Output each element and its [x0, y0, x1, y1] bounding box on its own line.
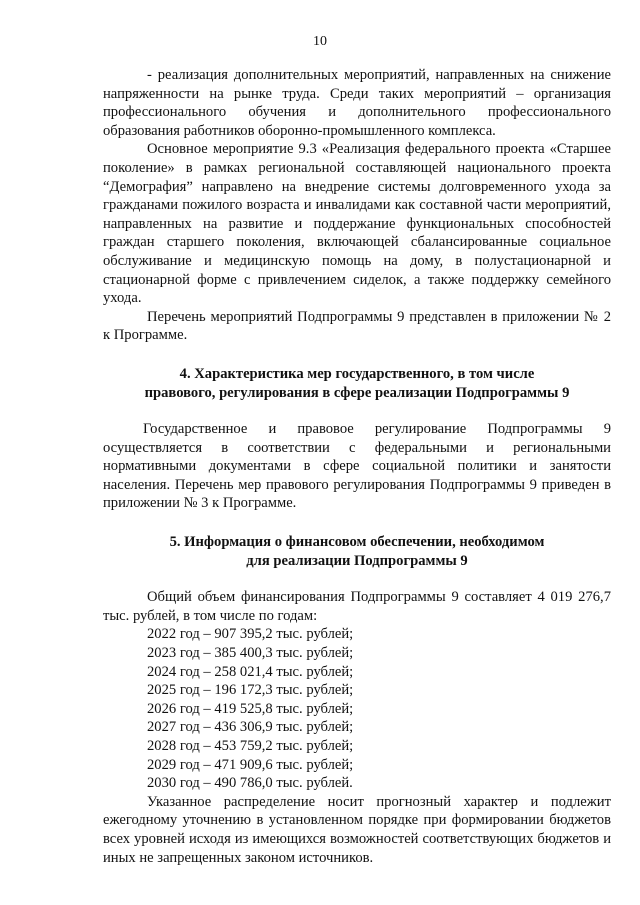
section-5-intro: Общий объем финансирования Подпрограммы 9 составляет 4 019 276,7 тыс. рублей, в том числе по годам: — [103, 589, 611, 624]
funding-year-item: 2026 год – 419 525,8 тыс. рублей; — [147, 700, 354, 717]
paragraph-measures-list: Перечень мероприятий Подпрограммы 9 представлен в приложении № 2 к Программе. — [103, 308, 611, 344]
funding-year-item: 2022 год – 907 395,2 тыс. рублей; — [147, 626, 354, 643]
funding-by-year-list — [103, 625, 611, 792]
section-4-paragraph: Государственное и правовое регулирование Подпрограммы 9 осуществляется в соответствии с федеральными и региональными нормативными документами в сфере социальной политики и занятости населения. Перечень мер правового регулирования Подпрограммы 9 приведен в приложении № 3 к Программе. — [103, 421, 611, 512]
section-4-heading-line-2: правового, регулирования в сфере реализации Подпрограммы 9 — [144, 384, 570, 401]
page-number: 10 — [313, 34, 327, 49]
paragraph-main-measure-9-3: Основное мероприятие 9.3 «Реализация федерального проекта «Старшее поколение» в рамках региональной составляющей национального проекта “Демография” направлено на внедрение системы долговременного ухода за гражданами пожилого возраста и инвалидами как составной части мероприятий, направленных на развитие и поддержание функциональных способностей граждан старшего поколения, включающей сбалансированные социальное обслуживание и медицинскую помощь на дому, в полустационарной и стационарной форме с привлечением сиделок, а также поддержку семейного ухода. — [103, 141, 611, 307]
document-body — [103, 66, 611, 867]
section-5-heading-line-2: для реализации Подпрограммы 9 — [246, 552, 468, 569]
paragraph-labor-measures: - реализация дополнительных мероприятий, направленных на снижение напряженности на рынке труда. Среди таких мероприятий – организация профессионального обучения и дополнительного профессионального образования работников оборонно-промышленного комплекса. — [103, 67, 611, 139]
section-5-heading-line-1: 5. Информация о финансовом обеспечении, необходимом — [169, 534, 545, 551]
funding-year-item: 2028 год – 453 759,2 тыс. рублей; — [147, 738, 354, 754]
funding-year-item: 2027 год – 436 306,9 тыс. рублей; — [147, 719, 354, 736]
funding-year-item: 2025 год – 196 172,3 тыс. рублей; — [147, 682, 354, 699]
funding-year-item: 2023 год – 385 400,3 тыс. рублей; — [147, 645, 354, 662]
section-4-heading-line-1: 4. Характеристика мер государственного, в том числе — [179, 365, 535, 382]
section-5-closing: Указанное распределение носит прогнозный характер и подлежит ежегодному уточнению в установленном порядке при формировании бюджетов всех уровней исходя из имеющихся возможностей соответствующих бюджетов и иных не запрещенных законом источников. — [103, 793, 611, 866]
funding-year-item: 2024 год – 258 021,4 тыс. рублей; — [147, 663, 354, 680]
funding-year-item: 2030 год – 490 786,0 тыс. рублей. — [147, 775, 353, 792]
funding-year-item: 2029 год – 471 909,6 тыс. рублей; — [147, 756, 354, 773]
